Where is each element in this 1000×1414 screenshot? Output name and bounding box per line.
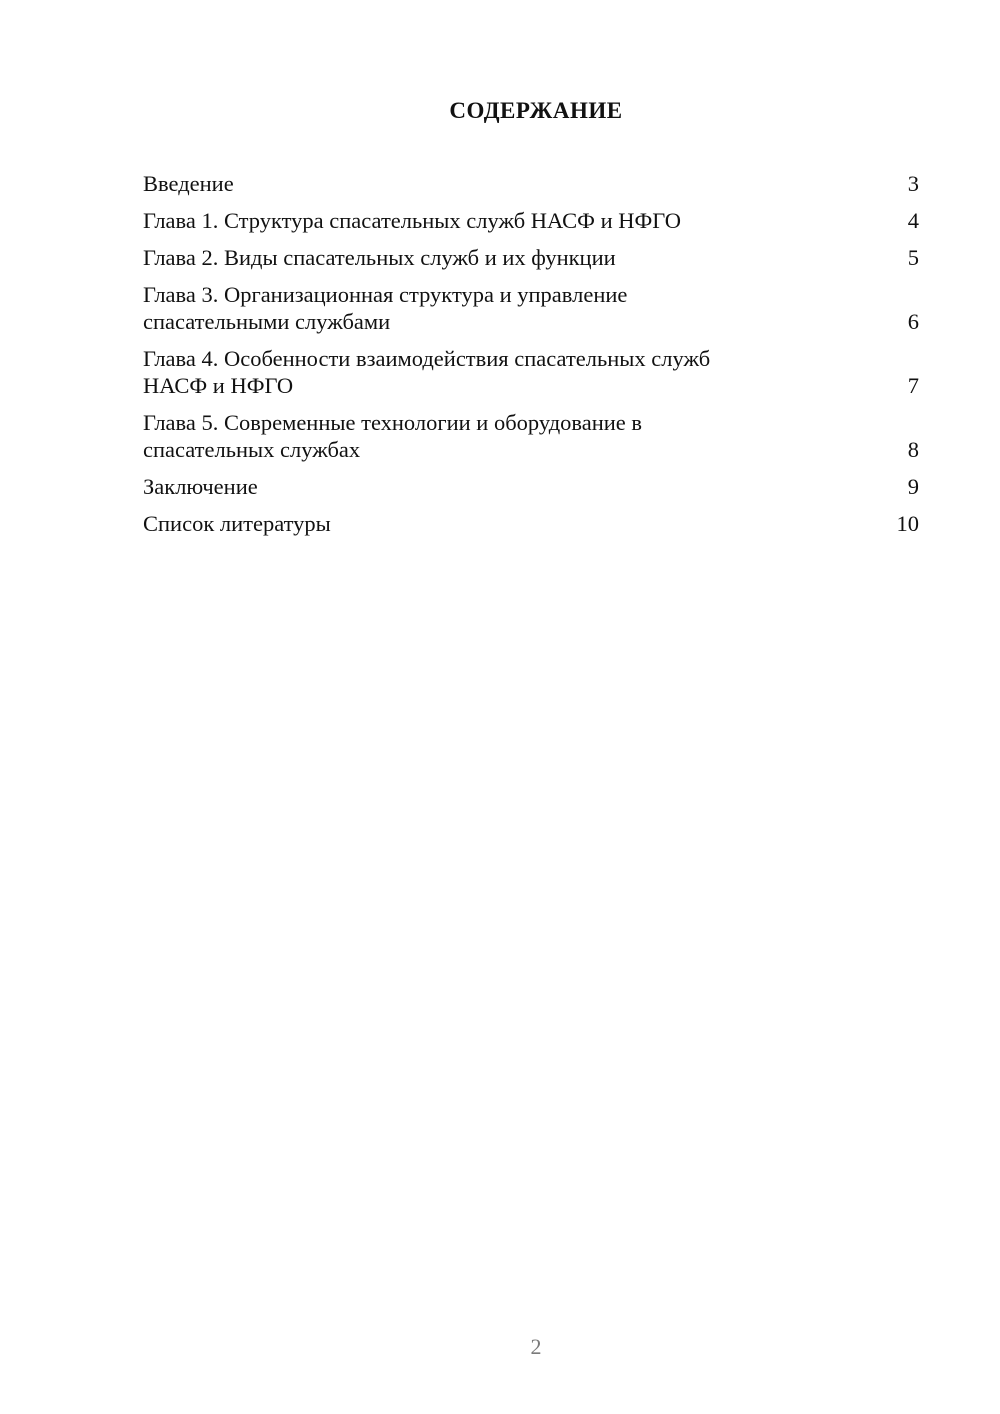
toc-entry-page: 5: [907, 245, 919, 270]
toc-entry-chapter-3: [143, 281, 919, 335]
toc-entry-text: Глава 3. Организационная структура и управление спасательными службами: [143, 282, 628, 334]
toc-entry-chapter-5: [143, 409, 919, 463]
toc-entry-page: 6: [907, 309, 919, 334]
toc-entry-page: 9: [907, 474, 919, 499]
toc-entry-references: [143, 510, 919, 537]
toc-entry-page: 7: [907, 373, 919, 398]
toc-entry-text: Список литературы: [143, 511, 331, 536]
toc-title: СОДЕРЖАНИЕ: [449, 98, 623, 123]
toc-entry-text: Глава 2. Виды спасательных служб и их функции: [143, 245, 616, 270]
toc-entry-conclusion: [143, 473, 919, 500]
toc-entry-text: Глава 5. Современные технологии и оборудование в спасательных службах: [143, 410, 643, 462]
toc-entry-chapter-1: [143, 207, 919, 234]
toc-entry-page: 8: [907, 437, 919, 462]
toc-entry-text: Глава 1. Структура спасательных служб НАСФ и НФГО: [143, 208, 681, 233]
table-of-contents: [143, 170, 919, 547]
toc-entry-chapter-2: [143, 244, 919, 271]
toc-entry-text: Введение: [143, 171, 234, 196]
toc-entry-introduction: [143, 170, 919, 197]
page-number: 2: [530, 1334, 542, 1359]
toc-entry-page: 10: [896, 511, 919, 536]
toc-entry-text: Глава 4. Особенности взаимодействия спасательных служб НАСФ и НФГО: [143, 346, 711, 398]
toc-entry-text: Заключение: [143, 474, 258, 499]
toc-entry-page: 4: [907, 208, 919, 233]
toc-entry-chapter-4: [143, 345, 919, 399]
toc-entry-page: 3: [907, 171, 919, 196]
